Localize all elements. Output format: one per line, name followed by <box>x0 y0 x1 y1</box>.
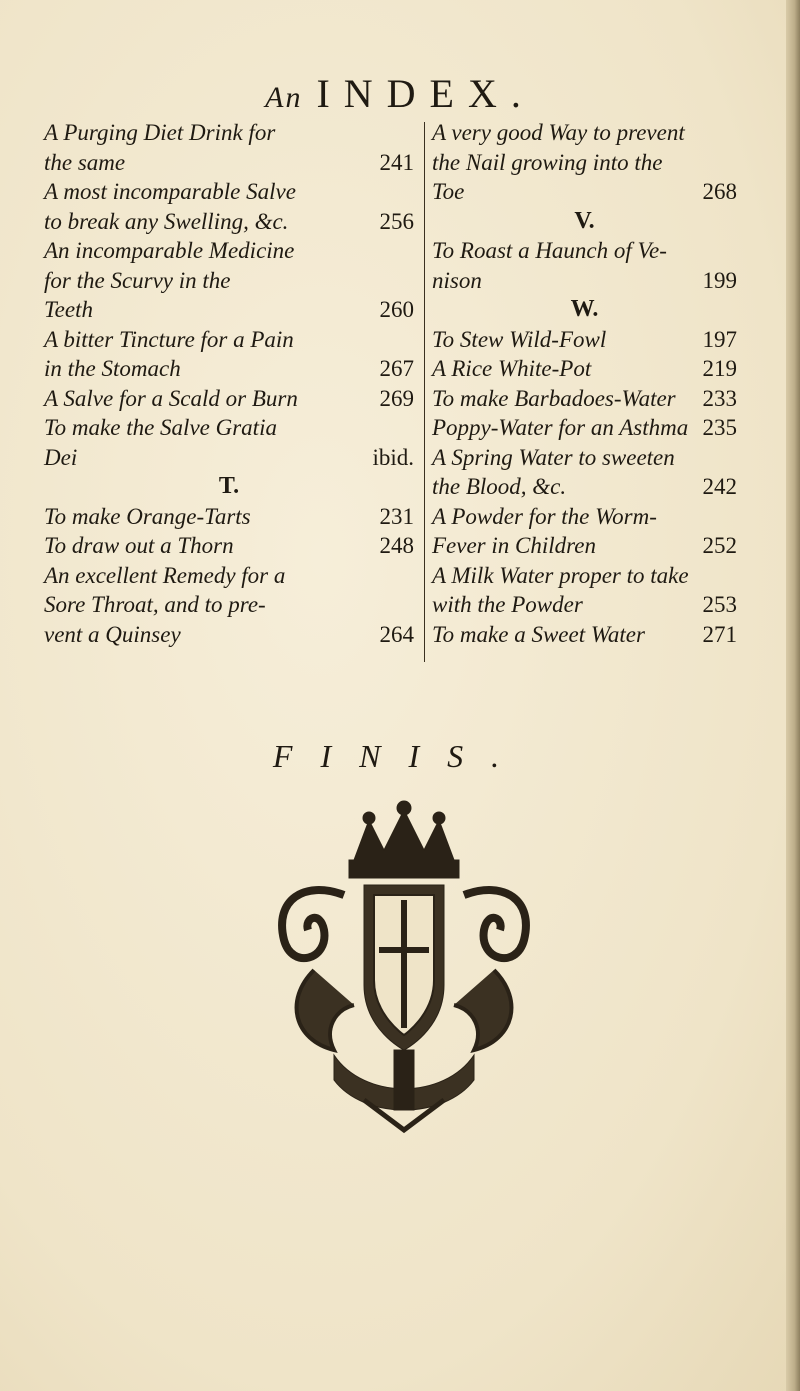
index-entry <box>432 413 737 443</box>
entry-text: Sore Throat, and to pre- <box>44 592 266 617</box>
entry-page-number: 256 <box>379 208 414 234</box>
index-entry <box>44 118 414 177</box>
index-letter: V. <box>574 207 595 234</box>
finis-text: FINIS. <box>272 738 528 774</box>
index-entry <box>432 384 737 414</box>
entry-text: A Milk Water proper to take <box>432 562 689 588</box>
entry-text: An incomparable Medicine <box>44 238 295 263</box>
entry-text: To make the Salve Gratia <box>44 415 277 440</box>
entry-page-number: 264 <box>379 621 414 647</box>
entry-page-number: 248 <box>379 533 414 558</box>
index-entry <box>44 236 414 325</box>
entry-text: A bitter Tincture for a Pain <box>44 326 294 352</box>
entry-text: the same <box>44 149 126 175</box>
entry-text: nison <box>432 267 482 293</box>
entry-text: Dei <box>44 444 78 470</box>
page-header <box>0 70 800 117</box>
index-entry <box>44 325 414 384</box>
entry-text: A Spring Water to sweeten <box>432 444 675 470</box>
entry-text: To make a Sweet Water <box>432 621 645 647</box>
index-entry <box>44 177 414 236</box>
left-column <box>44 118 414 649</box>
column-divider <box>424 122 425 662</box>
entry-page-number: 252 <box>702 533 737 558</box>
entry-text: in the Stomach <box>44 356 181 381</box>
entry-text: A Rice White-Pot <box>432 356 592 381</box>
index-entry <box>432 620 737 650</box>
index-entry <box>432 561 737 620</box>
index-entry <box>44 531 414 561</box>
entry-text: to break any Swelling, &c. <box>44 208 289 234</box>
entry-text: A Purging Diet Drink for <box>44 120 276 145</box>
index-letter: T. <box>218 473 240 499</box>
index-entry <box>432 354 737 384</box>
entry-text: vent a Quinsey <box>44 621 181 647</box>
entry-page-number: 233 <box>702 385 737 411</box>
index-entry <box>44 561 414 650</box>
entry-page-number: 271 <box>702 621 737 647</box>
entry-text: To draw out a Thorn <box>44 533 234 558</box>
index-entry <box>432 502 737 561</box>
entry-text: A very good Way to prevent <box>432 120 685 145</box>
entry-text: A Powder for the Worm- <box>432 503 657 529</box>
entry-text: Fever in Children <box>432 533 596 558</box>
entry-text: with the Powder <box>432 592 583 617</box>
entry-text: Toe <box>432 179 465 204</box>
index-entry <box>432 118 737 207</box>
entry-page-number: 241 <box>379 149 414 175</box>
entry-page-number: 267 <box>379 356 414 381</box>
entry-page-number: 260 <box>379 297 414 322</box>
entry-text: To Roast a Haunch of Ve- <box>432 238 667 263</box>
entry-text: An excellent Remedy for a <box>44 562 286 588</box>
entry-page-number: 235 <box>702 415 737 440</box>
entry-page-number: 199 <box>702 267 737 293</box>
right-column <box>432 118 737 649</box>
header-prefix: An <box>265 81 303 114</box>
entry-page-number: ibid. <box>372 444 414 470</box>
entry-text: Poppy-Water for an Asthma <box>432 415 689 440</box>
entry-page-number: 219 <box>702 356 737 381</box>
entry-page-number: 268 <box>702 179 737 204</box>
entry-text: A most incomparable Salve <box>44 179 296 204</box>
entry-text: A Salve for a Scald or Burn <box>44 385 298 411</box>
entry-text: the Blood, &c. <box>432 474 567 499</box>
index-entry <box>432 236 737 295</box>
entry-text: for the Scurvy in the <box>44 267 231 293</box>
index-entry <box>432 443 737 502</box>
crown-ornament-icon <box>244 800 564 1140</box>
index-entry <box>44 384 414 414</box>
entry-page-number: 197 <box>702 326 737 352</box>
header-title: INDEX. <box>316 71 535 116</box>
entry-text: To make Orange-Tarts <box>44 503 251 529</box>
entry-page-number: 231 <box>379 503 414 529</box>
entry-page-number: 242 <box>702 474 737 499</box>
entry-text: To make Barbadoes-Water <box>432 385 676 411</box>
entry-page-number: 253 <box>702 592 737 617</box>
entry-text: To Stew Wild-Fowl <box>432 326 607 352</box>
entry-text: the Nail growing into the <box>432 149 663 175</box>
entry-page-number: 269 <box>379 385 414 411</box>
page-edge <box>786 0 800 1391</box>
index-entry <box>44 413 414 472</box>
index-entry <box>44 502 414 532</box>
entry-text: Teeth <box>44 297 93 322</box>
index-entry <box>432 325 737 355</box>
index-letter: W. <box>570 296 599 322</box>
